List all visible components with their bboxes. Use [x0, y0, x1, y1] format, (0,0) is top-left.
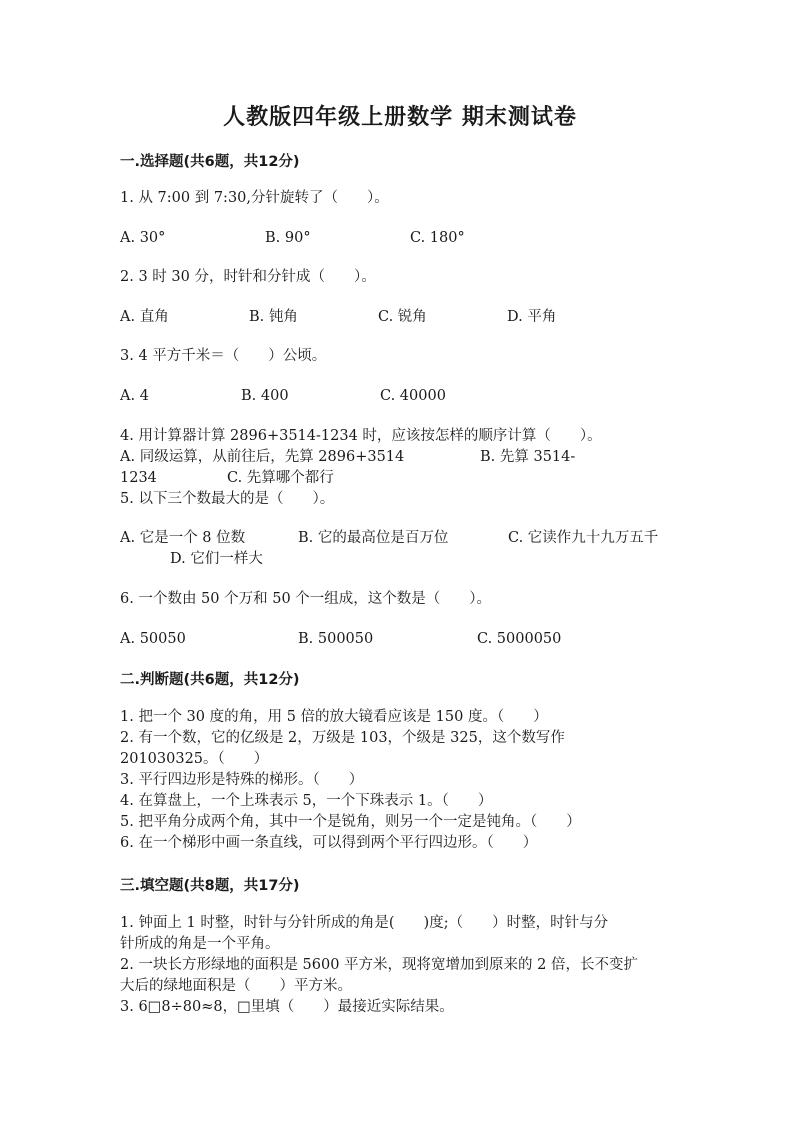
option-a: A. 同级运算，从前往后，先算 2896+3514: [120, 449, 405, 465]
option-c: C. 40000: [380, 388, 446, 404]
section-heading-fill-blank: 三.填空题(共8题，共17分): [120, 878, 300, 894]
question-stem: 2. 3 时 30 分，时针和分针成（ ）。: [120, 269, 376, 285]
list-item-continued: 大后的绿地面积是（ ）平方米。: [120, 978, 352, 994]
option-b: B. 先算 3514-: [480, 449, 576, 465]
list-item: 2. 一块长方形绿地的面积是 5600 平方米，现将宽增加到原来的 2 倍，长不变扩: [120, 957, 639, 973]
question-stem: 1. 从 7:00 到 7:30,分针旋转了（ ）。: [120, 190, 389, 206]
list-item: 3. 6□8÷80≈8，□里填（ ）最接近实际结果。: [120, 999, 454, 1015]
option-c: C. 它读作九十九万五千: [508, 530, 659, 546]
list-item-continued: 201030325。（ ）: [120, 751, 269, 767]
list-item: 4. 在算盘上，一个上珠表示 5，一个下珠表示 1。（ ）: [120, 793, 493, 809]
list-item: 6. 在一个梯形中画一条直线，可以得到两个平行四边形。（ ）: [120, 835, 538, 851]
option-a: A. 它是一个 8 位数: [120, 530, 246, 546]
option-c: C. 先算哪个都行: [227, 470, 334, 486]
list-item: 1. 钟面上 1 时整，时针与分针所成的角是( )度;（ ）时整，时针与分: [120, 915, 609, 931]
option-c: C. 锐角: [378, 309, 427, 325]
list-item: 3. 平行四边形是特殊的梯形。（ ）: [120, 772, 364, 788]
question-stem: 5. 以下三个数最大的是（ ）。: [120, 491, 335, 507]
page-title: 人教版四年级上册数学 期末测试卷: [223, 105, 577, 130]
list-item: 1. 把一个 30 度的角，用 5 倍的放大镜看应该是 150 度。（ ）: [120, 709, 548, 725]
list-item: 5. 把平角分成两个角，其中一个是锐角，则另一个一定是钝角。（ ）: [120, 814, 581, 830]
option-b-continued: 1234: [120, 470, 157, 486]
option-a: A. 直角: [120, 309, 169, 325]
option-d: D. 平角: [507, 309, 557, 325]
option-b: B. 500050: [298, 631, 374, 647]
section-heading-choice: 一.选择题(共6题，共12分): [120, 154, 300, 170]
question-stem: 4. 用计算器计算 2896+3514-1234 时，应该按怎样的顺序计算（ ）。: [120, 428, 602, 444]
section-heading-true-false: 二.判断题(共6题，共12分): [120, 672, 300, 688]
option-a: A. 30°: [120, 230, 166, 246]
option-a: A. 50050: [120, 631, 186, 647]
option-d: D. 它们一样大: [170, 551, 263, 567]
option-b: B. 它的最高位是百万位: [298, 530, 449, 546]
option-b: B. 90°: [265, 230, 311, 246]
list-item: 2. 有一个数，它的亿级是 2，万级是 103，个级是 325，这个数写作: [120, 730, 565, 746]
question-stem: 3. 4 平方千米＝（ ）公顷。: [120, 348, 327, 364]
option-c: C. 180°: [410, 230, 465, 246]
list-item-continued: 针所成的角是一个平角。: [120, 936, 280, 952]
option-b: B. 400: [241, 388, 289, 404]
question-stem: 6. 一个数由 50 个万和 50 个一组成，这个数是（ ）。: [120, 591, 492, 607]
option-b: B. 钝角: [249, 309, 298, 325]
option-c: C. 5000050: [477, 631, 562, 647]
option-a: A. 4: [120, 388, 149, 404]
